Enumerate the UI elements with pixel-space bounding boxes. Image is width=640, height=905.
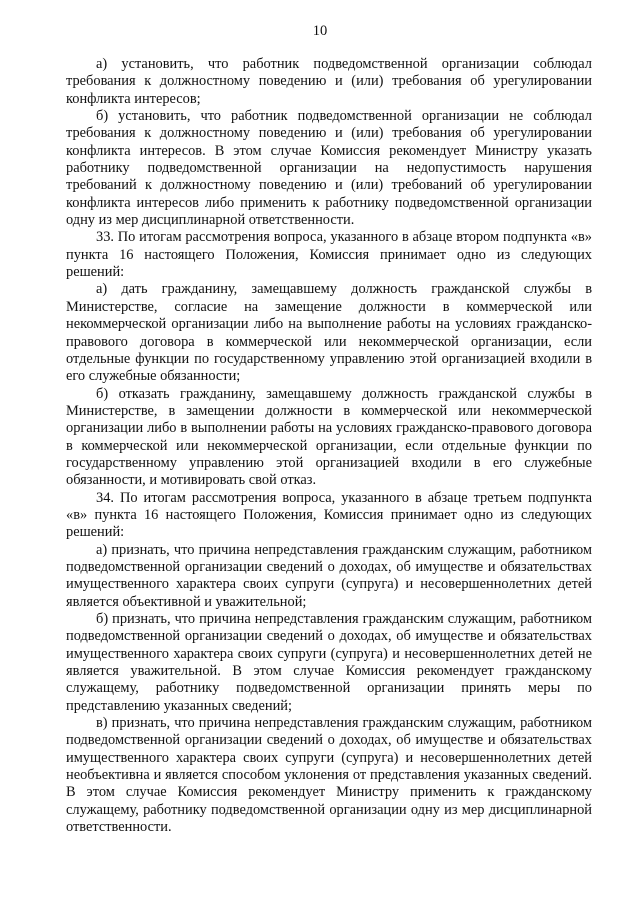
paragraph-32b: б) установить, что работник подведомственной организации не соблюдал требования к должностному поведению и (или) требования об урегулировании конфликта интересов. В этом случае Комиссия рекомендует Министру указать работнику подведомственной организации на недопустимость нарушения требований к должностному поведению и (или) требований об урегулировании конфликта интересов либо применить к работнику подведомственной организации одну из мер дисциплинарной ответственности. — [66, 108, 592, 229]
document-body — [66, 56, 592, 836]
paragraph-34: 34. По итогам рассмотрения вопроса, указанного в абзаце третьем подпункта «в» пункта 16 настоящего Положения, Комиссия принимает одно из следующих решений: — [66, 489, 592, 541]
paragraph-33: 33. По итогам рассмотрения вопроса, указанного в абзаце втором подпункта «в» пункта 16 настоящего Положения, Комиссия принимает одно из следующих решений: — [66, 229, 592, 281]
paragraph-34a: а) признать, что причина непредставления гражданским служащим, работником подведомственной организации сведений о доходах, об имуществе и обязательствах имущественного характера своих супруги (супруга) и несовершеннолетних детей является объективной и уважительной; — [66, 541, 592, 610]
paragraph-33a: а) дать гражданину, замещавшему должность гражданской службы в Министерстве, согласие на замещение должности в коммерческой или некоммерческой организации либо на выполнение работы на условиях гражданско-правового договора в коммерческой или некоммерческой организации, если отдельные функции по государственному управлению этой организацией входили в его служебные обязанности; — [66, 281, 592, 385]
paragraph-32a: а) установить, что работник подведомственной организации соблюдал требования к должностному поведению и (или) требования об урегулировании конфликта интересов; — [66, 56, 592, 107]
paragraph-34b: б) признать, что причина непредставления гражданским служащим, работником подведомственной организации сведений о доходах, об имуществе и обязательствах имущественного характера своих супруги (супруга) и несовершеннолетних детей не является уважительной. В этом случае Комиссия рекомендует гражданскому служащему, работнику подведомственной организации принять меры по представлению указанных сведений; — [66, 611, 592, 714]
paragraph-34c: в) признать, что причина непредставления гражданским служащим, работником подведомственной организации сведений о доходах, об имуществе и обязательствах имущественного характера своих супруги (супруга) и несовершеннолетних детей необъективна и является способом уклонения от представления указанных сведений. В этом случае Комиссия рекомендует Министру применить к гражданскому служащему, работнику подведомственной организации одну из мер дисциплинарной ответственности. — [66, 715, 592, 836]
paragraph-33b: б) отказать гражданину, замещавшему должность гражданской службы в Министерстве, в замещении должности в коммерческой или некоммерческой организации либо в выполнении работы на условиях гражданско-правового договора в коммерческой или некоммерческой организации, если отдельные функции по государственному управлению этой организацией входили в его служебные обязанности, и мотивировать свой отказ. — [66, 385, 592, 489]
page-number: 10 — [312, 23, 328, 39]
